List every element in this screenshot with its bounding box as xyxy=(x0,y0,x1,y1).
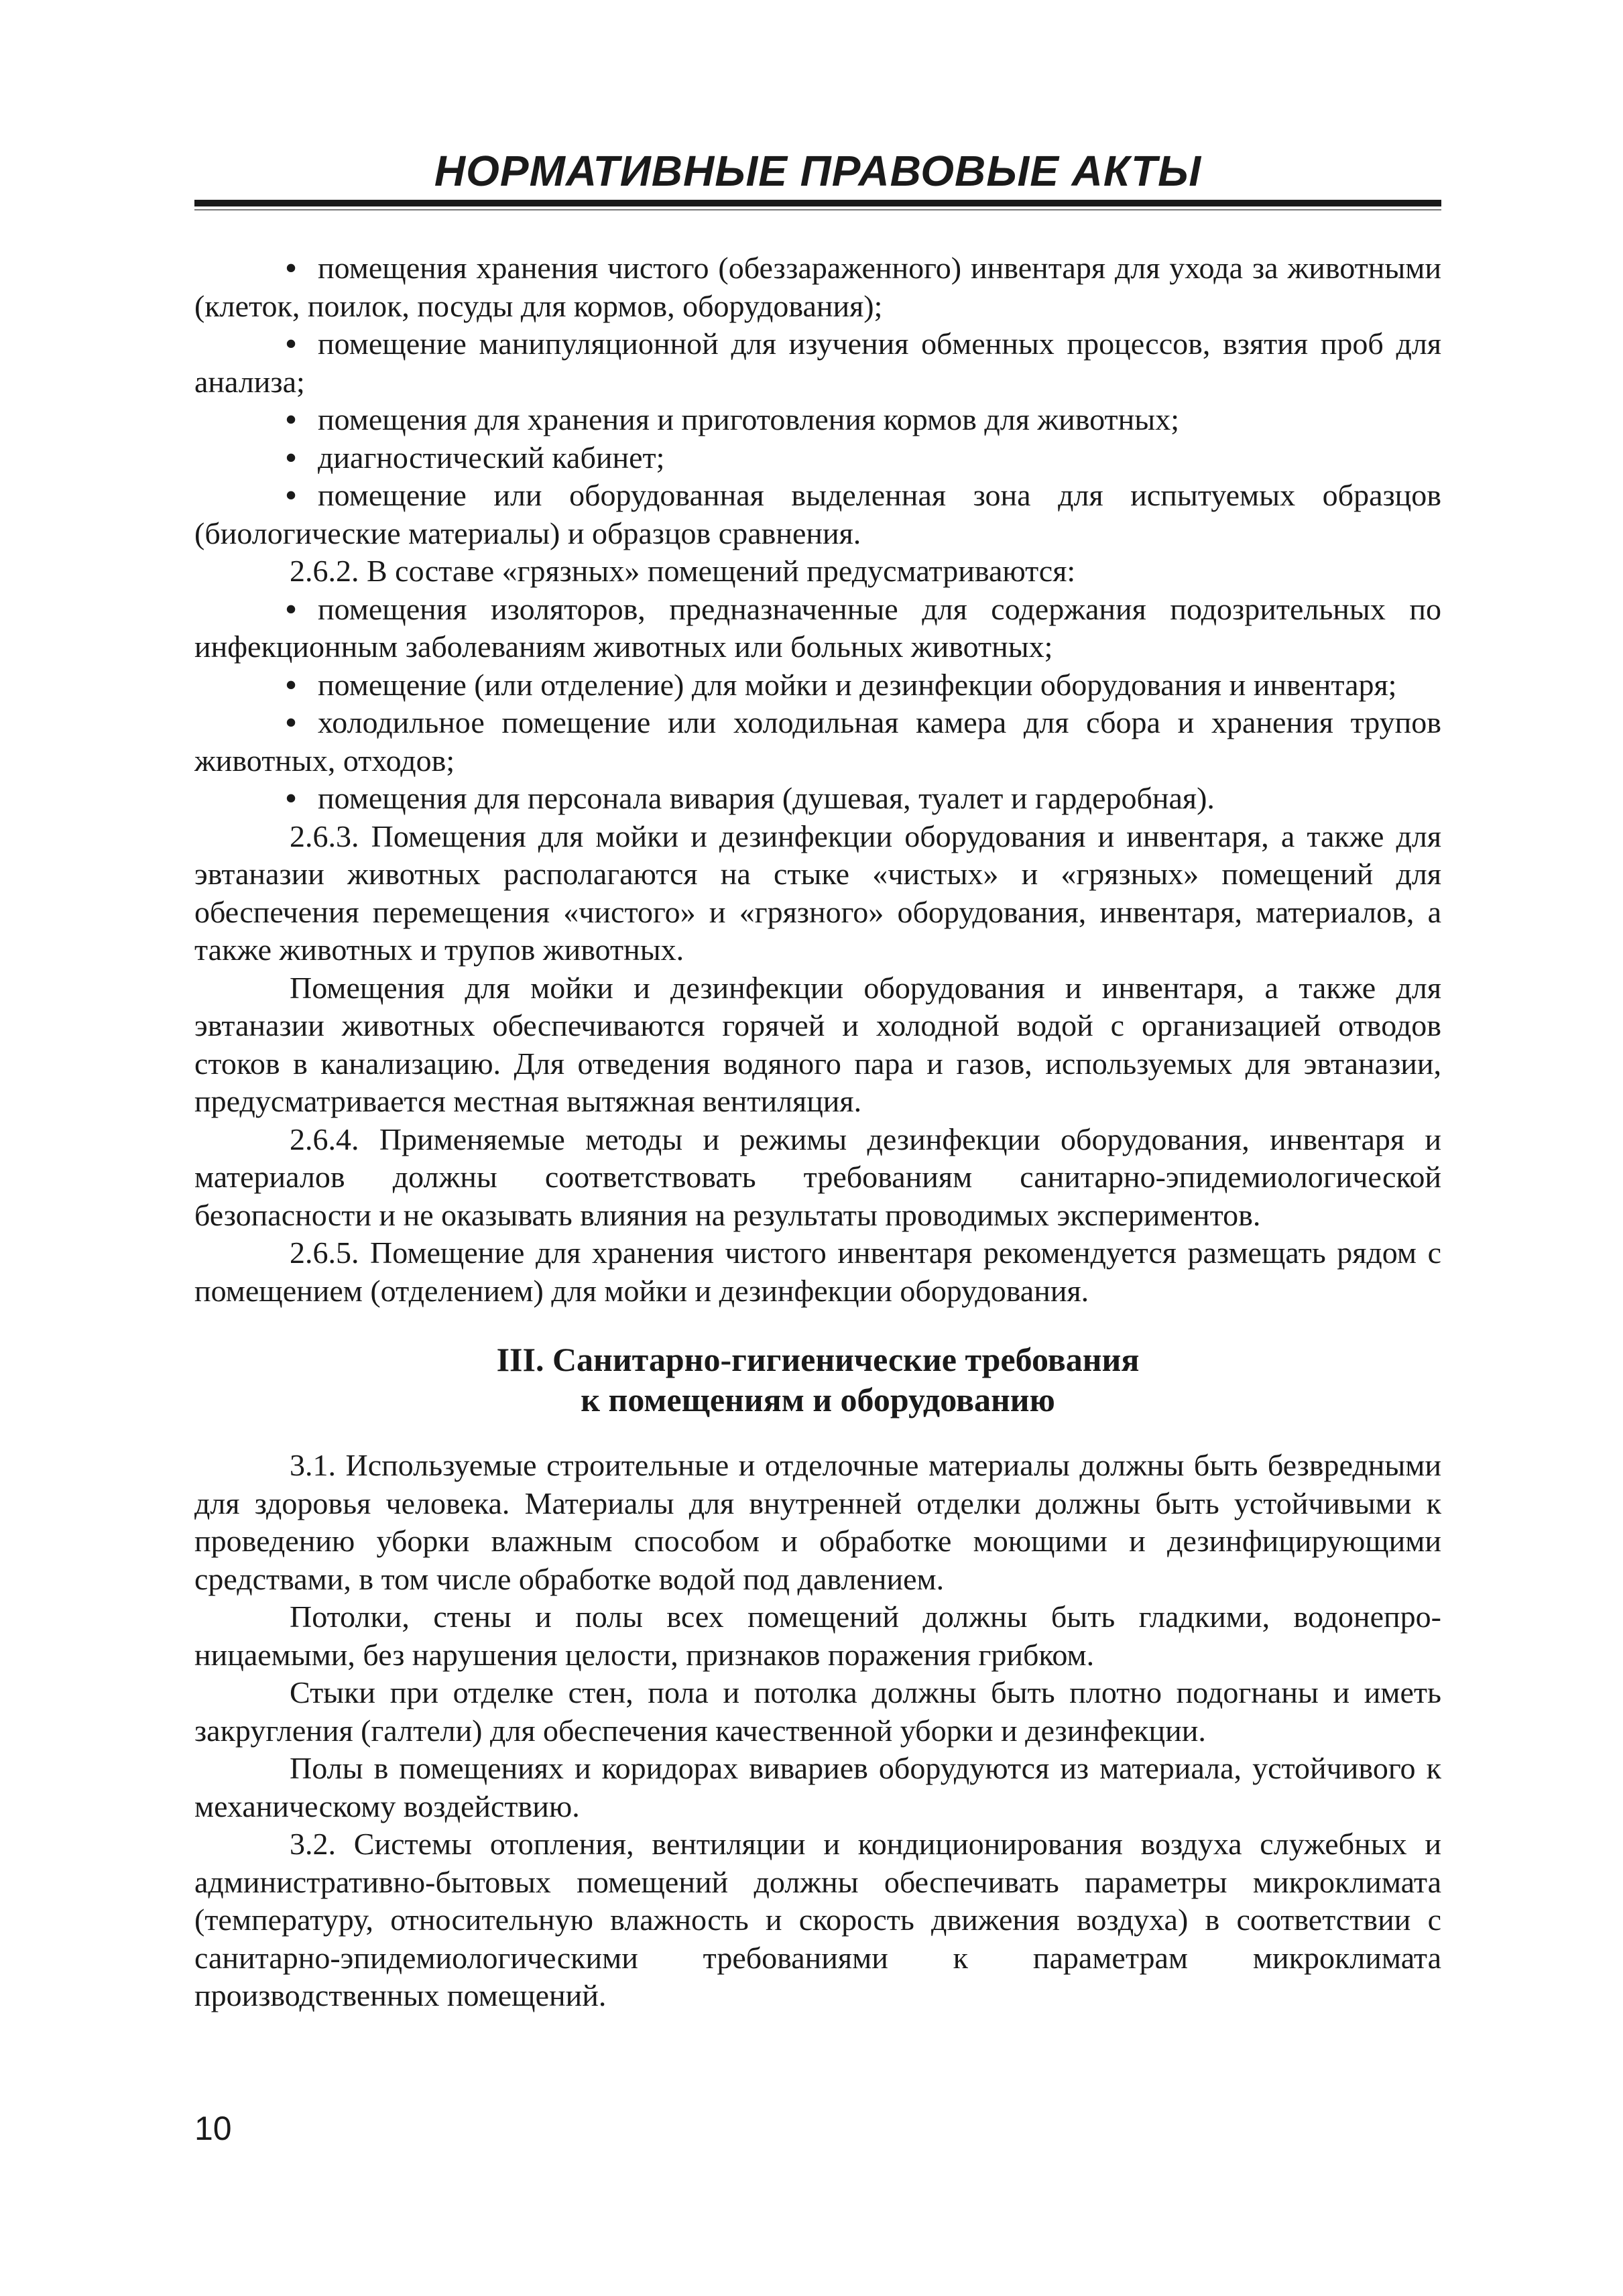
paragraph: Потолки, стены и полы всех помещений должны быть гладкими, водонепроницаемыми, без нарушения целости, признаков поражения грибком. xyxy=(194,1599,1441,1672)
bullet-item xyxy=(194,780,1441,818)
bullet-item xyxy=(194,439,1441,477)
bullet-item xyxy=(194,325,1441,401)
bullet-text: холодильное помещение или холодильная камера для сбора и хранения трупов животных, отходов; xyxy=(194,705,1441,778)
running-header: НОРМАТИВНЫЕ ПРАВОВЫЕ АКТЫ xyxy=(434,147,1202,195)
bullet-item xyxy=(194,477,1441,552)
bullet-item xyxy=(194,666,1441,705)
bullet-item xyxy=(194,591,1441,666)
paragraphs-after-section xyxy=(194,1447,1441,2015)
bullet-text: помещение (или отделение) для мойки и дезинфекции оборудования и инвентаря; xyxy=(318,667,1397,702)
bullet-marker: • xyxy=(286,705,297,739)
paragraph: Помещения для мойки и дезинфекции оборудования и инвентаря, а также для эвтаназии животных обеспечиваются горячей и холодной водой с организацией отводов стоков в канализацию. Для отведения водяного пара и газов, используемых для эвтаназии, предусматривается местная вытяжная вентиляция. xyxy=(194,970,1441,1118)
document-body xyxy=(194,249,1441,2015)
paragraph: 2.6.5. Помещение для хранения чистого инвентаря рекомендуется размещать рядом с помещением (отделением) для мойки и дезинфекции оборудования. xyxy=(194,1235,1441,1308)
bullet-text: помещение или оборудованная выделенная зона для испытуемых образцов (биологические материалы) и образцов сравнения. xyxy=(194,478,1441,550)
bullet-marker: • xyxy=(286,251,297,285)
bullet-marker: • xyxy=(286,478,297,512)
bullet-marker: • xyxy=(286,326,297,361)
section-title xyxy=(194,1339,1441,1420)
paragraphs-before-section xyxy=(194,249,1441,1310)
bullet-marker: • xyxy=(286,667,297,702)
bullet-text: помещение манипуляционной для изучения обменных процессов, взятия проб для анализа; xyxy=(194,326,1441,399)
bullet-marker: • xyxy=(286,402,297,436)
header-rule xyxy=(194,200,1441,206)
paragraph: 3.2. Системы отопления, вентиляции и кондиционирования воздуха служебных и административно-бытовых помещений должны обеспечивать параметры микроклимата (температуру, относительную влажность и скорость движения воздуха) в соответствии с санитарно-эпидемиологическими требованиями к параметрам микроклимата производственных помещений. xyxy=(194,1827,1441,2012)
bullet-item xyxy=(194,704,1441,780)
bullet-item xyxy=(194,249,1441,325)
paragraph: 2.6.2. В составе «грязных» помещений предусматриваются: xyxy=(290,554,1076,588)
bullet-marker: • xyxy=(286,781,297,815)
section-title-line1: III. Санитарно-гигиенические требования xyxy=(496,1341,1140,1378)
paragraph: Полы в помещениях и коридорах вивариев оборудуются из материала, устойчивого к механическому воздействию. xyxy=(194,1751,1441,1823)
bullet-marker: • xyxy=(286,591,297,626)
bullet-text: помещения хранения чистого (обеззараженного) инвентаря для ухода за животными (клеток, поилок, посуды для кормов, оборудования); xyxy=(194,251,1441,323)
paragraph: 3.1. Используемые строительные и отделочные материалы должны быть безвредными для здоровья человека. Материалы для внутренней отделки должны быть устойчивыми к проведению уборки влажным способом и обработке моющими и дезинфицирующими средствами, в том числе обработке водой под давлением. xyxy=(194,1448,1441,1596)
bullet-text: помещения изоляторов, предназначенные для содержания подозрительных по инфекционным заболеваниям животных или больных животных; xyxy=(194,591,1441,664)
section-title-line2: к помещениям и оборудованию xyxy=(581,1381,1055,1418)
header-rule-thin xyxy=(194,209,1441,210)
bullet-item xyxy=(194,401,1441,439)
page-number: 10 xyxy=(194,2110,232,2147)
paragraph: 2.6.3. Помещения для мойки и дезинфекции оборудования и инвентаря, а также для эвтаназии животных располагаются на стыке «чистых» и «грязных» помещений для обеспечения перемещения «чистого» и «грязного» оборудования, инвентаря, материалов, а также животных и трупов животных. xyxy=(194,819,1441,967)
bullet-text: помещения для персонала вивария (душевая, туалет и гардеробная). xyxy=(318,781,1215,815)
paragraph: 2.6.4. Применяемые методы и режимы дезинфекции оборудования, инвентаря и материалов должны соответствовать требованиям санитарно-эпидемиологической безопасности и не оказывать влияния на результаты проводимых экспериментов. xyxy=(194,1122,1441,1232)
bullet-text: диагностический кабинет; xyxy=(318,440,665,475)
bullet-text: помещения для хранения и приготовления кормов для животных; xyxy=(318,402,1179,436)
paragraph: Стыки при отделке стен, пола и потолка должны быть плотно подогнаны и иметь закругления (галтели) для обеспечения качественной уборки и дезинфекции. xyxy=(194,1675,1441,1748)
bullet-marker: • xyxy=(286,440,297,475)
